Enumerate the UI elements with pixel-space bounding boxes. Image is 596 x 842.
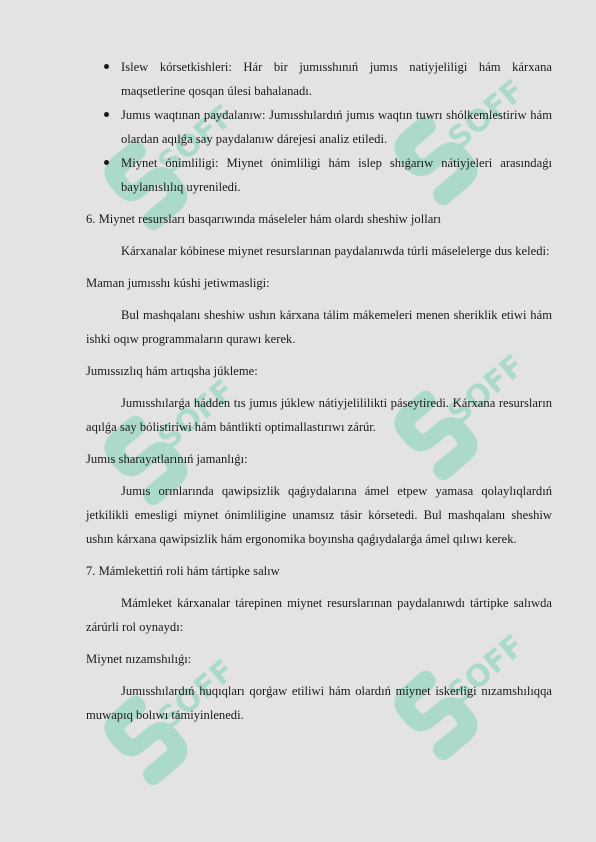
bullet-icon — [104, 112, 109, 117]
document-content — [86, 55, 552, 727]
subheading: Maman jumısshı kúshi jetiwmasligi: — [86, 276, 270, 290]
paragraph: Jumısshılarǵa hádden tıs jumıs júklew nátiyjelililikti páseytiredi. Kárxana resursların aqılǵa say bólistiriwi hám bántlikti optimallastırıwı zárúr. — [86, 396, 552, 434]
subheading: Jumıssızlıq hám artıqsha júkleme: — [86, 364, 258, 378]
paragraph: Jumıs orınlarında qawipsizlik qaǵıydalarına ámel etpew yamasa qolaylıqlardıń jetkilikli emesligi miynet ónimliligine unamsız tásir kórsetedi. Bul mashqalanı sheshiw ushın kárxana qawipsizlik hám ergonomika boyınsha qaǵıydalarǵa ámel qılıwı kerek. — [86, 484, 552, 546]
svg-text:SOFF: SOFF — [441, 348, 520, 432]
paragraph: Jumısshılardıń huqıqları qorǵaw etiliwi hám olardıń miynet iskerligi nızamshılıqqa muwapıq bolıwı támiyinlenedi. — [86, 684, 552, 722]
paragraph: Kárxanalar kóbinese miynet resurslarınan paydalanıwda túrli máselelerge dus keledi: — [121, 244, 550, 258]
section-heading: 7. Mámlekettiń roli hám tártipke salıw — [86, 564, 280, 578]
bullet-item — [86, 151, 552, 199]
bullet-item — [86, 103, 552, 151]
subheading: Miynet nızamshılıǵı: — [86, 652, 192, 666]
bullet-text: Jumıs waqtınan paydalanıw: Jumısshılardıń jumıs waqtın tuwrı shólkemlestiriw hám olardan aqılǵa say paydalanıw dárejesi analiz etiledi. — [121, 108, 552, 146]
bullet-list — [86, 55, 552, 199]
paragraph: Bul mashqalanı sheshiw ushın kárxana tálim mákemeleri menen sheriklik etiwi hám ishki oqıw programmaların qurawı kerek. — [86, 308, 552, 346]
svg-text:SOFF: SOFF — [151, 98, 230, 182]
bullet-text: Miynet ónimliligi: Miynet ónimliligi hám islep shıǵarıw nátiyjeleri arasındaǵı baylanıslılıq uyreniledi. — [121, 156, 552, 194]
paragraph: Mámleket kárxanalar tárepinen miynet resurslarınan paydalanıwdı tártipke salıwda zárúrli rol oynaydı: — [86, 596, 552, 634]
svg-text:SOFF: SOFF — [151, 653, 230, 737]
bullet-item — [86, 55, 552, 103]
subheading: Jumıs sharayatlarınıń jamanlıǵı: — [86, 452, 248, 466]
bullet-icon — [104, 64, 109, 69]
bullet-text: Islew kórsetkishleri: Hár bir jumısshınıń jumıs natiyjeliligi hám kárxana maqsetlerine qosqan úlesi bahalanadı. — [121, 60, 552, 98]
svg-text:SOFF: SOFF — [441, 73, 520, 157]
svg-text:SOFF: SOFF — [151, 373, 230, 457]
svg-text:SOFF: SOFF — [441, 628, 520, 712]
section-heading: 6. Miynet resursları basqarıwında máseleler hám olardı sheshiw jolları — [86, 212, 441, 226]
bullet-icon — [104, 160, 109, 165]
